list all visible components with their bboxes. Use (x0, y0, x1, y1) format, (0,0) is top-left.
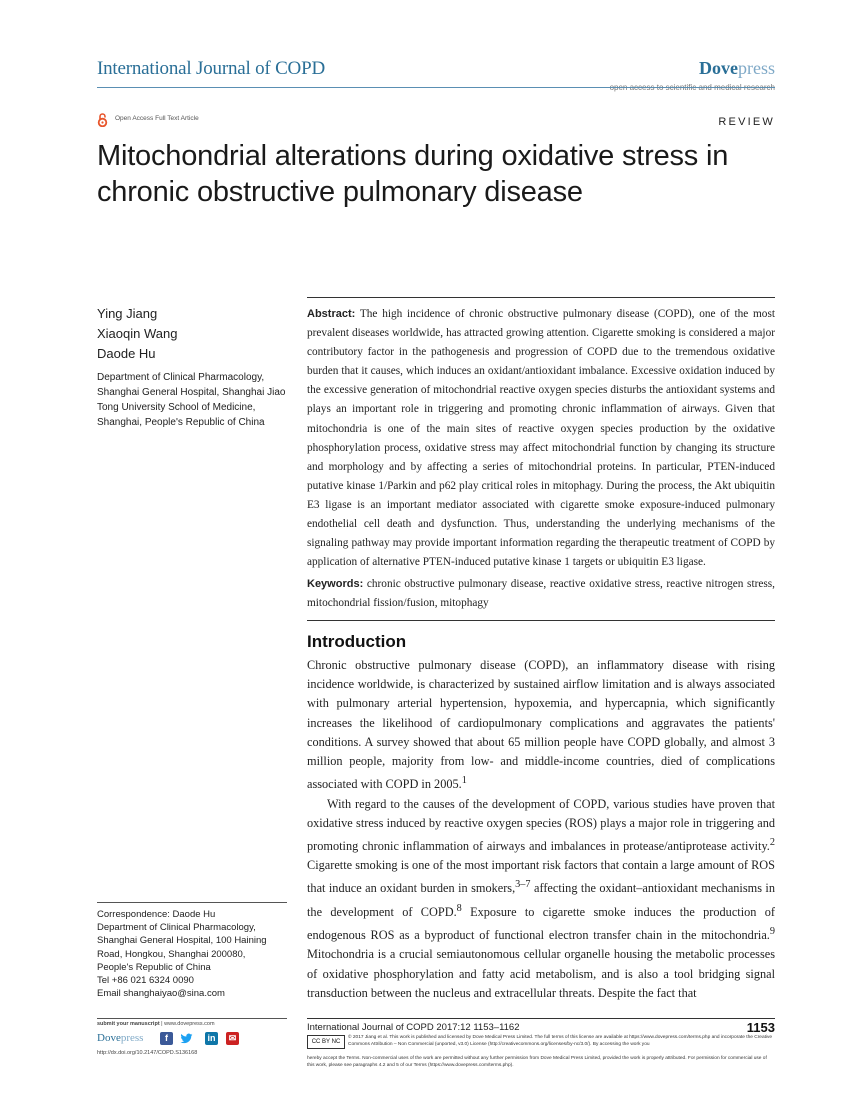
author-list (97, 304, 177, 364)
publisher-logo[interactable] (699, 58, 775, 79)
phone-number: Tel +86 021 6324 0090 (97, 975, 194, 987)
keywords (307, 575, 775, 613)
article-title: Mitochondrial alterations during oxidative stress in chronic obstructive pulmonary disease (97, 140, 729, 208)
section-heading-introduction: Introduction (307, 632, 407, 651)
abstract-top-divider (307, 297, 775, 298)
facebook-icon[interactable]: f (160, 1032, 173, 1045)
linkedin-icon[interactable]: in (205, 1032, 218, 1045)
address-line: Department of Clinical Pharmacology, (97, 922, 256, 934)
article-type: REVIEW (718, 116, 775, 128)
brand-part2: press (738, 58, 775, 78)
citation-ref[interactable]: 1 (461, 775, 467, 787)
author-affiliation: Department of Clinical Pharmacology, Shanghai General Hospital, Shanghai Jiao Tong University School of Medicine, Shanghai, People's Republic of China (97, 372, 286, 428)
address-line: Road, Hongkou, Shanghai 200080, (97, 948, 246, 960)
author-name[interactable]: Daode Hu (97, 346, 156, 361)
keywords-bottom-divider (307, 620, 775, 621)
brand-part1: Dove (699, 58, 738, 78)
email-address[interactable]: Email shanghaiyao@sina.com (97, 988, 225, 1000)
address-line: Shanghai General Hospital, 100 Haining (97, 935, 267, 947)
footer-publisher-logo[interactable] (97, 1032, 143, 1044)
paragraph-text: affecting the oxidant–antioxidant mechanisms in the development of COPD. (307, 881, 775, 919)
citation-ref[interactable]: 3–7 (515, 879, 531, 891)
license-text-continued: hereby accept the Terms. Non-commercial uses of the work are permitted without any further permission from Dove Medical Press Limited, provided the work is properly attributed. For permission for commercial use of this work, please see paragraphs 4.2 and 5 of our Terms (https://www.dovepress.com/terms.php). (307, 1056, 767, 1069)
header-divider (97, 87, 775, 88)
abstract (307, 305, 775, 572)
brand-part1: Dove (97, 1032, 121, 1044)
journal-name: International Journal of COPD (97, 58, 325, 79)
paragraph-text: Chronic obstructive pulmonary disease (COPD), an inflammatory disease with rising incidence worldwide, is characterized by sustained airflow limitation and is always associated with pulmonary arterial hypertension, hypoxemia, and hypercapnia, which significantly increases the likelihood of cardiopulmonary complications and aggravates the patients' conditions. A survey showed that about 65 million people have COPD globally, and almost 3 million people, majority from low- and middle-income countries, died of complications associated with COPD in 2005. (307, 658, 775, 792)
citation-ref[interactable]: 9 (769, 926, 775, 938)
address-line: People's Republic of China (97, 961, 211, 973)
footer-left-divider (97, 1018, 287, 1019)
footer-divider (307, 1018, 775, 1019)
creative-commons-badge[interactable]: CC BY NC (307, 1035, 345, 1049)
keywords-label: Keywords: (307, 578, 364, 590)
doi-link[interactable]: http://dx.doi.org/10.2147/COPD.S136168 (97, 1050, 198, 1056)
submit-url: | www.dovepress.com (159, 1021, 215, 1027)
paragraph-text: With regard to the causes of the development of COPD, various studies have proven that oxidative stress induced by reactive oxygen species (ROS) plays a major role in triggering and promoting chronic inflammation of airways and imbalances in protease/antiprotease activity. (307, 796, 775, 854)
abstract-label: Abstract: (307, 308, 356, 320)
footer-citation: International Journal of COPD 2017:12 1153–1162 (307, 1022, 520, 1033)
open-access-label: Open Access Full Text Article (115, 115, 199, 122)
introduction-body (307, 656, 775, 1003)
submit-label: submit your manuscript (97, 1021, 160, 1027)
paragraph-text: Cigarette smoking is one of the most important risk factors that contain a large amount of ROS that induce an oxidant burden in smokers, (307, 858, 775, 896)
paragraph-text: Exposure to cigarette smoke induces the production of endogenous ROS as a byproduct of functional electron transfer chain in the mitochondria. (307, 904, 775, 943)
twitter-icon[interactable] (180, 1032, 193, 1045)
paragraph (307, 795, 775, 1003)
page-number: 1153 (746, 1020, 775, 1035)
citation-ref[interactable]: 8 (456, 902, 462, 914)
license-text: © 2017 Jiang et al. This work is published and licensed by Dove Medical Press Limited. The full terms of this license are available at https://www.dovepress.com/terms.php and incorporate the Creative Commons Attribution – Non Commercial (unported, v3.0) License (http://creativecommons.org/licenses/by-nc/3.0/). By accessing the work you (348, 1035, 773, 1048)
correspondence-label: Correspondence: Daode Hu (97, 909, 216, 920)
citation-ref[interactable]: 2 (769, 836, 775, 848)
correspondence-block (97, 908, 287, 1000)
keywords-text: chronic obstructive pulmonary disease, reactive oxidative stress, reactive nitrogen stress, mitochondrial fission/fusion, mitophagy (307, 578, 775, 609)
open-access-icon (97, 113, 108, 127)
submit-manuscript-link[interactable] (97, 1021, 215, 1027)
email-share-icon[interactable]: ✉ (226, 1032, 239, 1045)
correspondence-divider (97, 902, 287, 903)
brand-part2: press (120, 1032, 144, 1044)
paragraph-text: Mitochondria is a crucial semiautonomous cellular organelle housing the metabolic processes of oxidative phosphorylation and fatty acid metabolism, and is also a tool bridging signal transduction between the nucleus and extracellular threats. Despite the fact that (307, 947, 775, 1000)
author-name[interactable]: Ying Jiang (97, 306, 158, 321)
author-name[interactable]: Xiaoqin Wang (97, 326, 178, 341)
abstract-text: The high incidence of chronic obstructive pulmonary disease (COPD), one of the most prevalent diseases worldwide, has attracted growing attention. Cigarette smoking is considered a major contributory factor in the pathogenesis and progression of COPD due to the tremendous oxidative burden that it causes, which induces an oxidant/antioxidant imbalance. Excessive oxidation induced by the excessive generation of mitochondrial reactive oxygen species disturbs the antioxidant systems and plays an important role in triggering and promoting chronic inflammation of airways. Given that mitochondria is one of the main sites of reactive oxygen species production by the oxidative phosphorylation process, oxidative stress may affect mitochondrial function by changing its structure and morphology and by affecting a series of mitochondrial proteins. In particular, PTEN-induced putative kinase 1/Parkin and p62 play critical roles in mitophagy. During the process, the Akt ubiquitin E3 ligase is an important mediator associated with cigarette smoke exposure-induced pulmonary endothelial cell death and dysfunction. Thus, understanding the underlying mechanisms of the signaling pathway may provide important information regarding the therapeutic treatment of COPD by application of alternative PTEN-induced putative kinase 1 targets or ubiquitin E3 ligase. (307, 308, 775, 569)
paragraph (307, 656, 775, 795)
